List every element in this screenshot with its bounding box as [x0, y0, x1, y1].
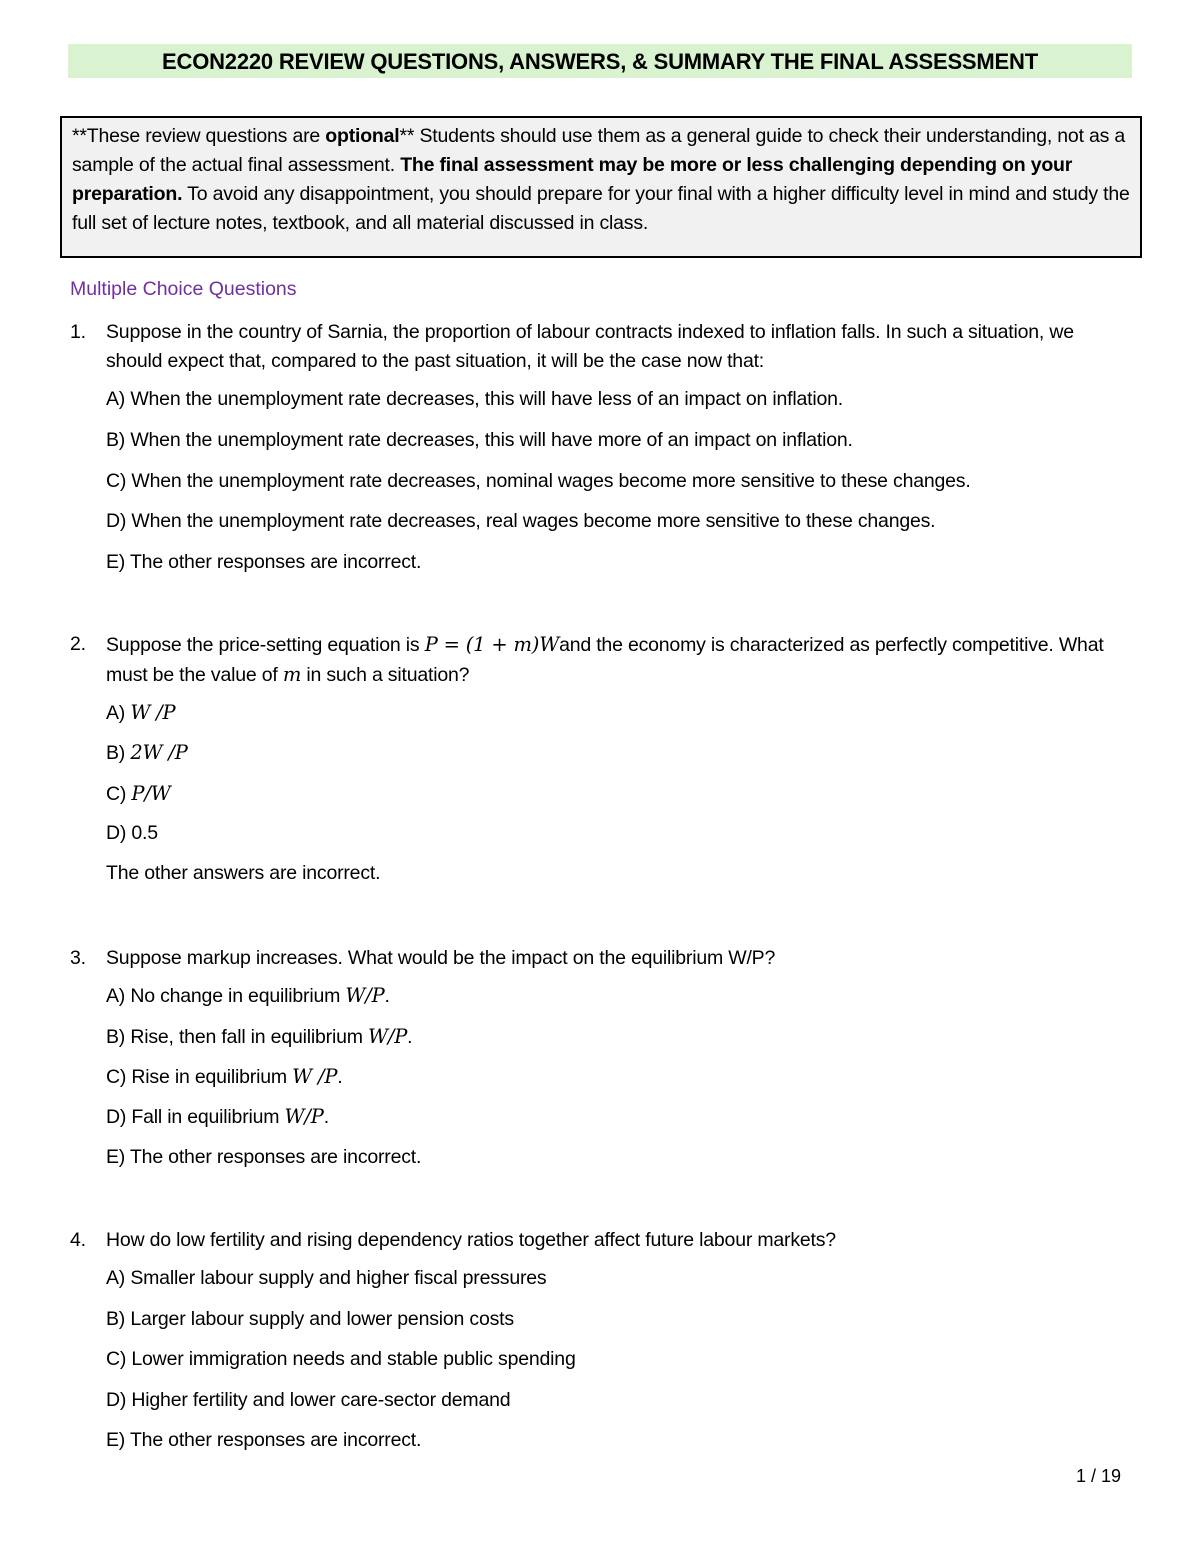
option-label: C) — [106, 783, 132, 805]
q2-option-e — [106, 862, 380, 885]
q1-option-c: C) When the unemployment rate decreases, nominal wages become more sensitive to these changes. — [106, 470, 971, 492]
option-end: . — [337, 1066, 343, 1088]
option-math: P/W — [131, 782, 171, 805]
q1-option-d: D) When the unemployment rate decreases, real wages become more sensitive to these changes. — [106, 510, 936, 532]
price-setting-equation: P = (1 + m)W — [424, 633, 560, 656]
option-label: D) Fall in equilibrium — [106, 1106, 285, 1128]
question-number: 4. — [70, 1229, 86, 1251]
q1-option-e: E) The other responses are incorrect. — [106, 551, 422, 573]
option-math: W/P — [367, 1025, 408, 1048]
q4-option-d: D) Higher fertility and lower care-sector demand — [106, 1389, 511, 1411]
option-label: The other answers are incorrect. — [106, 862, 381, 884]
notice-optional: optional — [325, 125, 400, 147]
q3-option-e — [106, 1146, 421, 1169]
q4-option-e: E) The other responses are incorrect. — [106, 1429, 422, 1451]
markup-variable: m — [282, 663, 302, 686]
option-label: A) No change in equilibrium — [106, 985, 346, 1007]
question-stem: Suppose in the country of Sarnia, the proportion of labour contracts indexed to inflation falls. In such a situation, we should expect that, compared to the past situation, it will be the case now that: — [106, 321, 1074, 372]
q3-option-b — [106, 1025, 412, 1049]
stem-part: and the economy is characterized as perfectly competitive. What must be the value of — [106, 634, 1104, 686]
notice-emphasis: The final assessment may be more or less challenging depending on your preparation. — [72, 154, 1073, 205]
q4-option-a: A) Smaller labour supply and higher fiscal pressures — [106, 1267, 547, 1289]
q3-option-d — [106, 1105, 329, 1129]
q1-option-b: B) When the unemployment rate decreases, this will have more of an impact on inflation. — [106, 429, 853, 451]
notice-text-1: **These review questions are — [72, 125, 326, 147]
q2-option-c — [106, 782, 171, 806]
option-label: A) — [106, 702, 131, 724]
notice-text-3: To avoid any disappointment, you should prepare for your final with a higher difficulty level in mind and study the full set of lecture notes, textbook, and all material discussed in class. — [72, 183, 1130, 234]
option-end: . — [323, 1106, 329, 1128]
q4-option-c: C) Lower immigration needs and stable public spending — [106, 1348, 576, 1370]
q3-option-c — [106, 1065, 342, 1089]
option-end: . — [384, 985, 390, 1007]
option-math: W /P — [130, 701, 176, 724]
option-label: B) — [106, 742, 131, 764]
question-number: 1. — [70, 321, 86, 343]
q1-option-a: A) When the unemployment rate decreases, this will have less of an impact on inflation. — [106, 388, 843, 410]
option-label: D) 0.5 — [106, 822, 158, 844]
stem-part: in such a situation? — [301, 664, 470, 686]
question-stem: Suppose markup increases. What would be the impact on the equilibrium W/P? — [106, 947, 776, 969]
section-title: Multiple Choice Questions — [70, 278, 297, 300]
option-math: W/P — [284, 1105, 324, 1128]
stem-part: Suppose the price-setting equation is — [106, 634, 425, 656]
document-title: ECON2220 REVIEW QUESTIONS, ANSWERS, & SUMMARY THE FINAL ASSESSMENT — [68, 44, 1132, 78]
question-number: 2. — [70, 633, 86, 655]
q2-option-a — [106, 701, 175, 725]
notice-box — [60, 116, 1142, 258]
page-number: 1 / 19 — [1076, 1466, 1122, 1486]
option-math: 2W /P — [130, 741, 188, 764]
q3-option-a — [106, 984, 390, 1008]
option-math: W/P — [345, 984, 385, 1007]
option-math: W /P — [292, 1065, 338, 1088]
option-label: B) Rise, then fall in equilibrium — [106, 1026, 368, 1048]
question-number: 3. — [70, 947, 86, 969]
question-stem: How do low fertility and rising dependency ratios together affect future labour markets? — [106, 1229, 836, 1251]
option-end: . — [407, 1026, 413, 1048]
option-label: E) The other responses are incorrect. — [106, 1146, 422, 1168]
option-label: C) Rise in equilibrium — [106, 1066, 293, 1088]
question-stem — [106, 630, 1106, 690]
notice-text-2: ** Students should use them as a general guide to check their understanding, not as a sample of the actual final assessment. — [72, 125, 1126, 176]
q2-option-b — [106, 741, 188, 765]
q4-option-b: B) Larger labour supply and lower pension costs — [106, 1308, 514, 1330]
q2-option-d — [106, 822, 158, 845]
